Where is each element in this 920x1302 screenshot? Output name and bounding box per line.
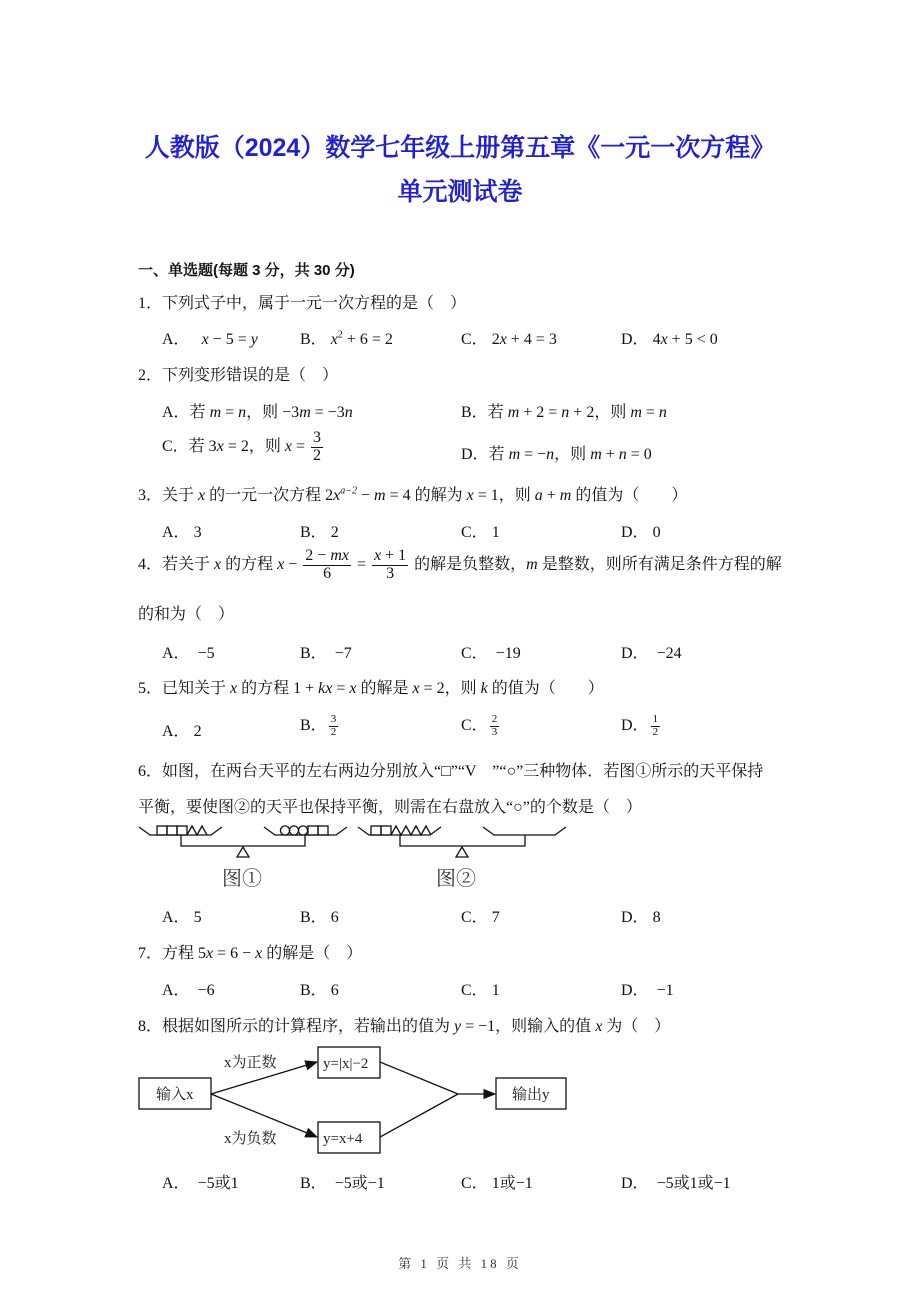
question-1-stem: 1．下列式子中，属于一元一次方程的是（ ） <box>138 295 467 312</box>
question-6-option-c[interactable]: C． 7 <box>461 909 500 926</box>
question-1-option-a[interactable]: A． x − 5 = y <box>162 331 258 348</box>
question-2-stem: 2．下列变形错误的是（ ） <box>138 367 339 384</box>
question-5-option-c[interactable]: C． $\frac{2}{3}$ <box>461 713 498 738</box>
question-5-stem: 5．已知关于 x 的方程 1 + kx = x 的解是 x = 2，则 k 的值为（ ） <box>138 680 604 697</box>
svg-text:x为负数: x为负数 <box>224 1131 277 1147</box>
question-2-option-a[interactable]: A．若 m = n，则 −3m = −3n <box>162 404 353 421</box>
question-8-option-c[interactable]: C． 1或−1 <box>461 1175 533 1192</box>
page-footer: 第 1 页 共 18 页 <box>398 1256 522 1271</box>
flowchart <box>130 1035 580 1160</box>
question-6-option-b[interactable]: B． 6 <box>300 909 339 926</box>
question-6-stem-line2: 平衡，要使图②的天平也保持平衡，则需在右盘放入“○”的个数是（ ） <box>138 799 642 816</box>
question-1-option-d[interactable]: D． 4x + 5 < 0 <box>621 331 718 348</box>
question-3-stem: 3．关于 x 的一元一次方程 $2x^{a-2} - m = 4$ 的解为 x = 1，则 a + m 的值为（ ） <box>138 485 688 504</box>
svg-text:x为正数: x为正数 <box>224 1055 277 1071</box>
question-2-option-c[interactable]: C．若 3x = 2，则 x = $\frac{3}{2}$ <box>162 429 321 464</box>
section-heading: 一、单选题(每题 3 分，共 30 分) <box>138 262 355 279</box>
question-3-option-c[interactable]: C． 1 <box>461 524 500 541</box>
question-8-option-d[interactable]: D． −5或1或−1 <box>621 1175 731 1192</box>
question-3-option-d[interactable]: D． 0 <box>621 524 661 541</box>
question-5-option-d[interactable]: D． $\frac{1}{2}$ <box>621 713 659 738</box>
question-8-option-b[interactable]: B． −5或−1 <box>300 1175 385 1192</box>
question-8-stem: 8．根据如图所示的计算程序，若输出的值为 y = −1，则输入的值 x 为（ ） <box>138 1018 671 1035</box>
svg-text:y=|x|−2: y=|x|−2 <box>323 1056 369 1072</box>
question-2-option-d[interactable]: D．若 m = −n，则 m + n = 0 <box>461 446 652 463</box>
svg-text:输出y: 输出y <box>512 1087 550 1103</box>
question-6-option-d[interactable]: D． 8 <box>621 909 661 926</box>
svg-text:图②: 图② <box>436 868 476 890</box>
balance-figure <box>130 815 590 900</box>
question-3-option-b[interactable]: B． 2 <box>300 524 339 541</box>
question-1-option-b[interactable]: B． $x^2 + 6 = 2$ <box>300 329 393 348</box>
question-5-option-b[interactable]: B． $\frac{3}{2}$ <box>300 713 337 738</box>
question-4-option-a[interactable]: A． −5 <box>162 645 215 662</box>
question-4-stem: 4．若关于 x 的方程 x − $\frac{2 - mx}{6}$ = $\frac{x + 1}{3}$ 的解是负整数，m 是整数，则所有满足条件方程的解 <box>138 547 782 582</box>
svg-text:图①: 图① <box>222 868 262 890</box>
svg-text:输入x: 输入x <box>156 1087 194 1103</box>
question-6-stem: 6．如图，在两台天平的左右两边分别放入“□”“V ”“○”三种物体．若图①所示的天平保持 <box>138 763 764 780</box>
question-6-option-a[interactable]: A． 5 <box>162 909 202 926</box>
balance-1 <box>139 826 347 857</box>
question-4-option-d[interactable]: D． −24 <box>621 645 682 662</box>
question-4-stem-line2: 的和为（ ） <box>138 606 235 623</box>
question-2-option-b[interactable]: B．若 m + 2 = n + 2，则 m = n <box>461 404 667 421</box>
svg-text:y=x+4: y=x+4 <box>323 1131 363 1147</box>
question-7-option-a[interactable]: A． −6 <box>162 982 215 999</box>
question-7-option-d[interactable]: D． −1 <box>621 982 674 999</box>
page-title: 人教版（2024）数学七年级上册第五章《一元一次方程》 <box>144 134 776 162</box>
question-7-option-c[interactable]: C． 1 <box>461 982 500 999</box>
balance-2 <box>358 826 566 857</box>
page-subtitle: 单元测试卷 <box>397 178 523 206</box>
question-8-option-a[interactable]: A． −5或1 <box>162 1175 239 1192</box>
question-3-option-a[interactable]: A． 3 <box>162 524 202 541</box>
question-1-option-c[interactable]: C． 2x + 4 = 3 <box>461 331 557 348</box>
question-7-option-b[interactable]: B． 6 <box>300 982 339 999</box>
question-5-option-a[interactable]: A． 2 <box>162 723 202 740</box>
question-4-option-c[interactable]: C． −19 <box>461 645 521 662</box>
question-7-stem: 7．方程 5x = 6 − x 的解是（ ） <box>138 945 363 962</box>
question-4-option-b[interactable]: B． −7 <box>300 645 352 662</box>
